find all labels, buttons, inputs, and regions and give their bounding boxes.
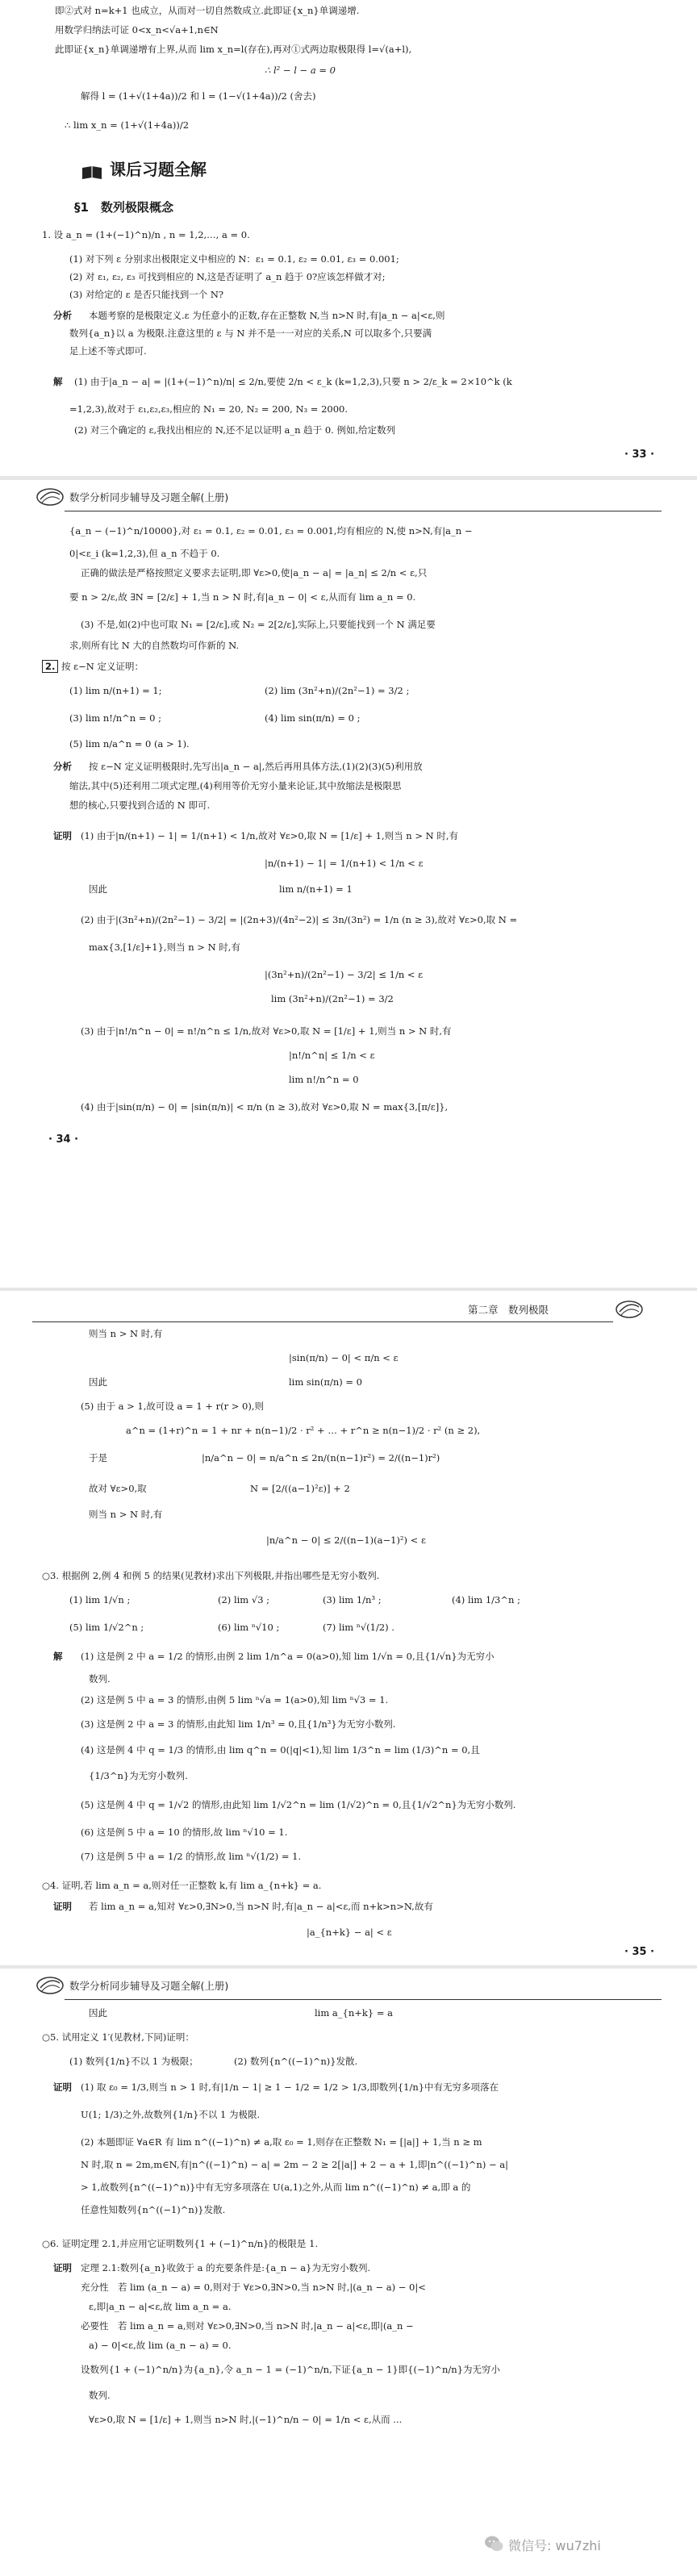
list-item: (6) lim ⁿ√10 ; — [218, 1622, 280, 1633]
text-line: 正确的做法是严格按照定义要求去证明,即 ∀ε>0,使|a_n − a| = |a_n| ≤ 2/n < ε,只 — [81, 567, 428, 578]
text-line: (4) 由于|sin(π/n) − 0| = |sin(π/n)| < π/n (n ≥ 3),故对 ∀ε>0,取 N = max{3,[π/ε]}, — [81, 1101, 449, 1113]
text-line: 则当 n > N 时,有 — [89, 1328, 163, 1339]
text-line: (3) 由于|n!/n^n − 0| = n!/n^n ≤ 1/n,故对 ∀ε>0,取 N = [1/ε] + 1,则当 n > N 时,有 — [81, 1025, 452, 1037]
text-line: 必要性 若 lim a_n = a,则对 ∀ε>0,∃N>0,当 n>N 时,|a_n − a|<ε,即|(a_n − — [81, 2320, 414, 2332]
text-line: (6) 这是例 5 中 a = 10 的情形,故 lim ⁿ√10 = 1. — [81, 1827, 288, 1838]
text-line: 因此 — [89, 883, 107, 895]
text-line: 本题考察的是极限定义.ε 为任意小的正数,存在正整数 N,当 n>N 时,有|a_n − a|<ε,则 — [89, 310, 445, 321]
equation: |n/a^n − 0| = n/a^n ≤ 2n/(n(n−1)r²) = 2/((n−1)r²) — [202, 1452, 440, 1463]
header-rule — [32, 1321, 613, 1322]
text-line: 想的核心,只要找到合适的 N 即可. — [69, 800, 211, 811]
page-header: 数学分析同步辅导及习题全解(上册) — [69, 491, 229, 503]
list-item: (2) 数列{n^((−1)^n)}发散. — [234, 2056, 358, 2067]
text-line: 即②式对 n=k+1 也成立，从而对一切自然数成立.此即证{x_n}单调递增. — [55, 5, 360, 16]
equation: lim a_{n+k} = a — [315, 2007, 393, 2019]
text-line: {1/3^n}为无穷小数列. — [89, 1770, 188, 1781]
text-line: (1) 取 ε₀ = 1/3,则当 n > 1 时,有|1/n − 1| ≥ 1 − 1/2 = 1/2 > 1/3,即数列{1/n}中有无穷多项落在 — [81, 2081, 499, 2093]
text-line: 任意性知数列{n^((−1)^n)}发散. — [81, 2204, 226, 2215]
page-36 — [0, 1969, 697, 2576]
text-line: 充分性 若 lim (a_n − a) = 0,则对于 ∀ε>0,∃N>0,当 n>N 时,|(a_n − a) − 0|< — [81, 2282, 426, 2293]
analysis-label: 分析 — [53, 310, 72, 321]
proof-label: 证明 — [53, 1901, 72, 1912]
question-1-title: 1. 设 a_n = (1+(−1)^n)/n , n = 1,2,…, a = 0. — [42, 229, 250, 240]
question-number: 5. — [50, 2031, 60, 2043]
text-line: 用数学归纳法可证 0<x_n<√a+1,n∈N — [55, 24, 219, 35]
list-item: (2) lim (3n²+n)/(2n²−1) = 3/2 ; — [265, 685, 410, 696]
book-icon — [81, 165, 103, 181]
question-marker-icon: ○ — [42, 2031, 51, 2043]
question-text: 证明定理 2.1,并应用它证明数列{1 + (−1)^n/n}的极限是 1. — [61, 2238, 319, 2249]
text-line: 此即证{x_n}单调递增有上界,从而 lim x_n=l(存在),再对①式两边取极限得 l=√(a+l), — [55, 44, 412, 55]
question-number: 6. — [50, 2238, 60, 2249]
question-2-title — [42, 661, 144, 672]
question-text: 试用定义 1′(见教材,下同)证明： — [61, 2031, 194, 2043]
list-item: (1) lim n/(n+1) = 1; — [69, 685, 162, 696]
equation: |n/(n+1) − 1| = 1/(n+1) < 1/n < ε — [265, 858, 424, 869]
text-line: 要 n > 2/ε,故 ∃N = [2/ε] + 1,当 n > N 时,有|a_n − 0| < ε,从而有 lim a_n = 0. — [69, 591, 416, 603]
page-33 — [0, 0, 697, 476]
analysis-label: 分析 — [53, 761, 72, 772]
header-rule — [65, 1999, 662, 2000]
text-line: (1) 对下列 ε 分别求出极限定义中相应的 N：ε₁ = 0.1, ε₂ = 0.01, ε₃ = 0.001; — [69, 253, 399, 265]
list-item: (1) 数列{1/n}不以 1 为极限； — [69, 2056, 198, 2067]
question-text: 按 ε−N 定义证明： — [61, 661, 144, 672]
question-text: 证明,若 lim a_n = a,则对任一正整数 k,有 lim a_{n+k} = a. — [61, 1880, 322, 1891]
solution-label: 解 — [53, 376, 63, 387]
text-line: 求,则所有比 N 大的自然数均可作新的 N. — [69, 640, 240, 651]
equation: lim n/(n+1) = 1 — [279, 883, 353, 895]
page-header: 数学分析同步辅导及习题全解(上册) — [69, 1980, 229, 1992]
question-text: 根据例 2,例 4 和例 5 的结果(见教材)求出下列极限,并指出哪些是无穷小数列. — [61, 1570, 380, 1581]
solution-label: 解 — [53, 1651, 63, 1662]
text-line: 设数列{1 + (−1)^n/n}为{a_n},令 a_n − 1 = (−1)^n/n,下证{a_n − 1}即{(−1)^n/n}为无穷小 — [81, 2364, 501, 2375]
text-line: 数列{a_n}以 a 为极限.注意这里的 ε 与 N 并不是一一对应的关系,N 可以取多个,只要满 — [69, 328, 432, 339]
text-line: 因此 — [89, 2007, 107, 2019]
text-line: (1) 这是例 2 中 a = 1/2 的情形,由例 2 lim 1/n^a = 0(a>0),知 lim 1/√n = 0,且{1/√n}为无穷小 — [81, 1651, 495, 1662]
text-line: 足上述不等式即可. — [69, 345, 147, 357]
list-item: (7) lim ⁿ√(1/2) . — [323, 1622, 394, 1633]
text-line: 于是 — [89, 1452, 107, 1463]
question-number: 4. — [50, 1880, 60, 1891]
text-line: (2) 对 ε₁, ε₂, ε₃ 可找到相应的 N,这是否证明了 a_n 趋于 0?应该怎样做才对; — [69, 271, 386, 282]
equation: lim n!/n^n = 0 — [289, 1074, 359, 1085]
question-4-title — [42, 1880, 321, 1891]
question-5-title — [42, 2031, 194, 2043]
text-line: (4) 这是例 4 中 q = 1/3 的情形,由 lim q^n = 0(|q|<1),知 lim 1/3^n = lim (1/3)^n = 0,且 — [81, 1744, 480, 1756]
text-line: 按 ε−N 定义证明极限时,先写出|a_n − a|,然后再用具体方法,(1)(2)(3)(5)利用放 — [89, 761, 423, 772]
list-item: (2) lim √3 ; — [218, 1594, 270, 1605]
equation: N = [2/((a−1)²ε)] + 2 — [250, 1483, 350, 1494]
equation: |sin(π/n) − 0| < π/n < ε — [289, 1352, 399, 1363]
equation: a^n = (1+r)^n = 1 + nr + n(n−1)/2 · r² + … + r^n ≥ n(n−1)/2 · r² (n ≥ 2), — [126, 1425, 481, 1436]
text-line: (7) 这是例 5 中 a = 1/2 的情形,故 lim ⁿ√(1/2) = 1. — [81, 1851, 302, 1862]
watermark: 微信号: wu7zhi — [508, 2538, 601, 2553]
text-line: N 时,取 n = 2m,m∈N,有|n^((−1)^n) − a| = 2m − 2 ≥ 2[|a|] + 2 − a + 1,即|n^((−1)^n) − a| — [81, 2159, 508, 2170]
page-number: · 33 · — [624, 449, 655, 461]
text-line: (2) 本题即证 ∀a∈R 有 lim n^((−1)^n) ≠ a,取 ε₀ = 1,则存在正整数 N₁ = [|a|] + 1,当 n ≥ m — [81, 2136, 482, 2148]
page-header: 第二章 数列极限 — [468, 1304, 549, 1316]
text-line: ∀ε>0,取 N = [1/ε] + 1,则当 n>N 时,|(−1)^n/n − 0| = 1/n < ε,从而 ... — [89, 2414, 403, 2425]
text-line: 故对 ∀ε>0,取 — [89, 1483, 147, 1494]
equation: ∴ l² − l − a = 0 — [265, 65, 336, 76]
text-line: (2) 由于|(3n²+n)/(2n²−1) − 3/2| = |(2n+3)/(4n²−2)| ≤ 3n/(3n²) = 1/n (n ≥ 3),故对 ∀ε>0,取 N = — [81, 914, 518, 925]
text-line: 定理 2.1:数列{a_n}收敛于 a 的充要条件是:{a_n − a}为无穷小数列. — [81, 2262, 371, 2273]
list-item: (5) lim 1/√2^n ; — [69, 1622, 144, 1633]
question-marker-icon: ○ — [42, 2238, 51, 2249]
question-3-title — [42, 1570, 379, 1581]
equation: lim sin(π/n) = 0 — [289, 1376, 362, 1388]
wechat-icon — [484, 2535, 503, 2553]
text-line: 0|<ε_i (k=1,2,3),但 a_n 不趋于 0. — [69, 548, 220, 559]
text-line: {a_n − (−1)^n/10000},对 ε₁ = 0.1, ε₂ = 0.01, ε₃ = 0.001,均有相应的 N,使 n>N,有|a_n − — [69, 525, 473, 536]
text-line: > 1,故数列{n^((−1)^n)}中有无穷多项落在 U(a,1)之外,从而 lim n^((−1)^n) ≠ a,即 a 的 — [81, 2181, 471, 2193]
equation: lim (3n²+n)/(2n²−1) = 3/2 — [271, 993, 394, 1004]
page-number: · 34 · — [48, 1134, 79, 1146]
question-number-box: 2. — [42, 660, 58, 673]
text-line: 数列. — [89, 1673, 111, 1685]
proof-label: 证明 — [53, 2081, 72, 2093]
text-line: 缩法,其中(5)还利用二项式定理,(4)利用等价无穷小量来论证,其中放缩法是极限思 — [69, 780, 402, 791]
list-item: (4) lim 1/3^n ; — [452, 1594, 520, 1605]
section-title: 课后习题全解 — [110, 160, 207, 179]
text-line: 则当 n > N 时,有 — [89, 1509, 163, 1520]
text-line: 若 lim a_n = a,知对 ∀ε>0,∃N>0,当 n>N 时,有|a_n − a|<ε,而 n+k>n>N,故有 — [89, 1901, 433, 1912]
text-line: (3) 这是例 2 中 a = 3 的情形,由此知 lim 1/n³ = 0,且{1/n³}为无穷小数列. — [81, 1718, 396, 1730]
equation: |n/a^n − 0| ≤ 2/((n−1)(a−1)²) < ε — [266, 1534, 426, 1546]
equation: |a_{n+k} − a| < ε — [307, 1927, 392, 1938]
text-line: ε,即|a_n − a|<ε,故 lim a_n = a. — [89, 2301, 232, 2312]
text-line: max{3,[1/ε]+1},则当 n > N 时,有 — [89, 941, 240, 953]
text-line: (2) 对三个确定的 ε,我找出相应的 N,还不足以证明 a_n 趋于 0. 例如,给定数列 — [74, 424, 396, 436]
question-marker-icon: ○ — [42, 1880, 51, 1891]
text-line: (2) 这是例 5 中 a = 3 的情形,由例 5 lim ⁿ√a = 1(a>0),知 lim ⁿ√3 = 1. — [81, 1694, 389, 1706]
proof-label: 证明 — [53, 2262, 72, 2273]
proof-label: 证明 — [53, 830, 72, 841]
text-line: U(1; 1/3)之外,故数列{1/n}不以 1 为极限. — [81, 2109, 261, 2120]
text-line: (3) 不是,如(2)中也可取 N₁ = [2/ε],或 N₂ = 2[2/ε],实际上,只要能找到一个 N 满足要 — [81, 619, 436, 630]
list-item: (3) lim n!/n^n = 0 ; — [69, 712, 162, 724]
text-line: (1) 由于|a_n − a| = |(1+(−1)^n)/n| ≤ 2/n,要使 2/n < ε_k (k=1,2,3),只要 n > 2/ε_k = 2×10^k (k — [74, 376, 512, 387]
page-34 — [0, 480, 697, 1289]
question-marker-icon: ○ — [42, 1570, 51, 1581]
list-item: (4) lim sin(π/n) = 0 ; — [265, 712, 361, 724]
header-ornament-icon — [35, 486, 65, 507]
question-number: 3. — [50, 1570, 60, 1581]
text-line: (5) 这是例 4 中 q = 1/√2 的情形,由此知 lim 1/√2^n = lim (1/√2)^n = 0,且{1/√2^n}为无穷小数列. — [81, 1799, 516, 1810]
list-item: (3) lim 1/n³ ; — [323, 1594, 382, 1605]
list-item: (1) lim 1/√n ; — [69, 1594, 131, 1605]
header-ornament-icon — [615, 1299, 644, 1320]
subsection-title: §1 数列极限概念 — [74, 200, 173, 215]
equation: 解得 l = (1+√(1+4a))/2 和 l = (1−√(1+4a))/2 (舍去) — [81, 90, 316, 102]
text-line: (1) 由于|n/(n+1) − 1| = 1/(n+1) < 1/n,故对 ∀ε>0,取 N = [1/ε] + 1,则当 n > N 时,有 — [81, 830, 458, 841]
text-line: a) − 0|<ε,故 lim (a_n − a) = 0. — [89, 2340, 232, 2351]
page-35 — [0, 1291, 697, 1964]
equation: ∴ lim x_n = (1+√(1+4a))/2 — [65, 119, 190, 131]
equation: |n!/n^n| ≤ 1/n < ε — [289, 1050, 375, 1061]
question-6-title — [42, 2238, 318, 2249]
page-number: · 35 · — [624, 1946, 655, 1958]
header-ornament-icon — [35, 1975, 65, 1996]
text-line: 数列. — [89, 2390, 111, 2401]
text-line: (5) 由于 a > 1,故可设 a = 1 + r(r > 0),则 — [81, 1401, 264, 1412]
text-line: (3) 对给定的 ε 是否只能找到一个 N? — [69, 289, 224, 300]
equation: |(3n²+n)/(2n²−1) − 3/2| ≤ 1/n < ε — [265, 969, 424, 980]
list-item: (5) lim n/a^n = 0 (a > 1). — [69, 738, 190, 749]
text-line: 因此 — [89, 1376, 107, 1388]
text-line: =1,2,3),故对于 ε₁,ε₂,ε₃,相应的 N₁ = 20, N₂ = 200, N₃ = 2000. — [69, 403, 348, 415]
